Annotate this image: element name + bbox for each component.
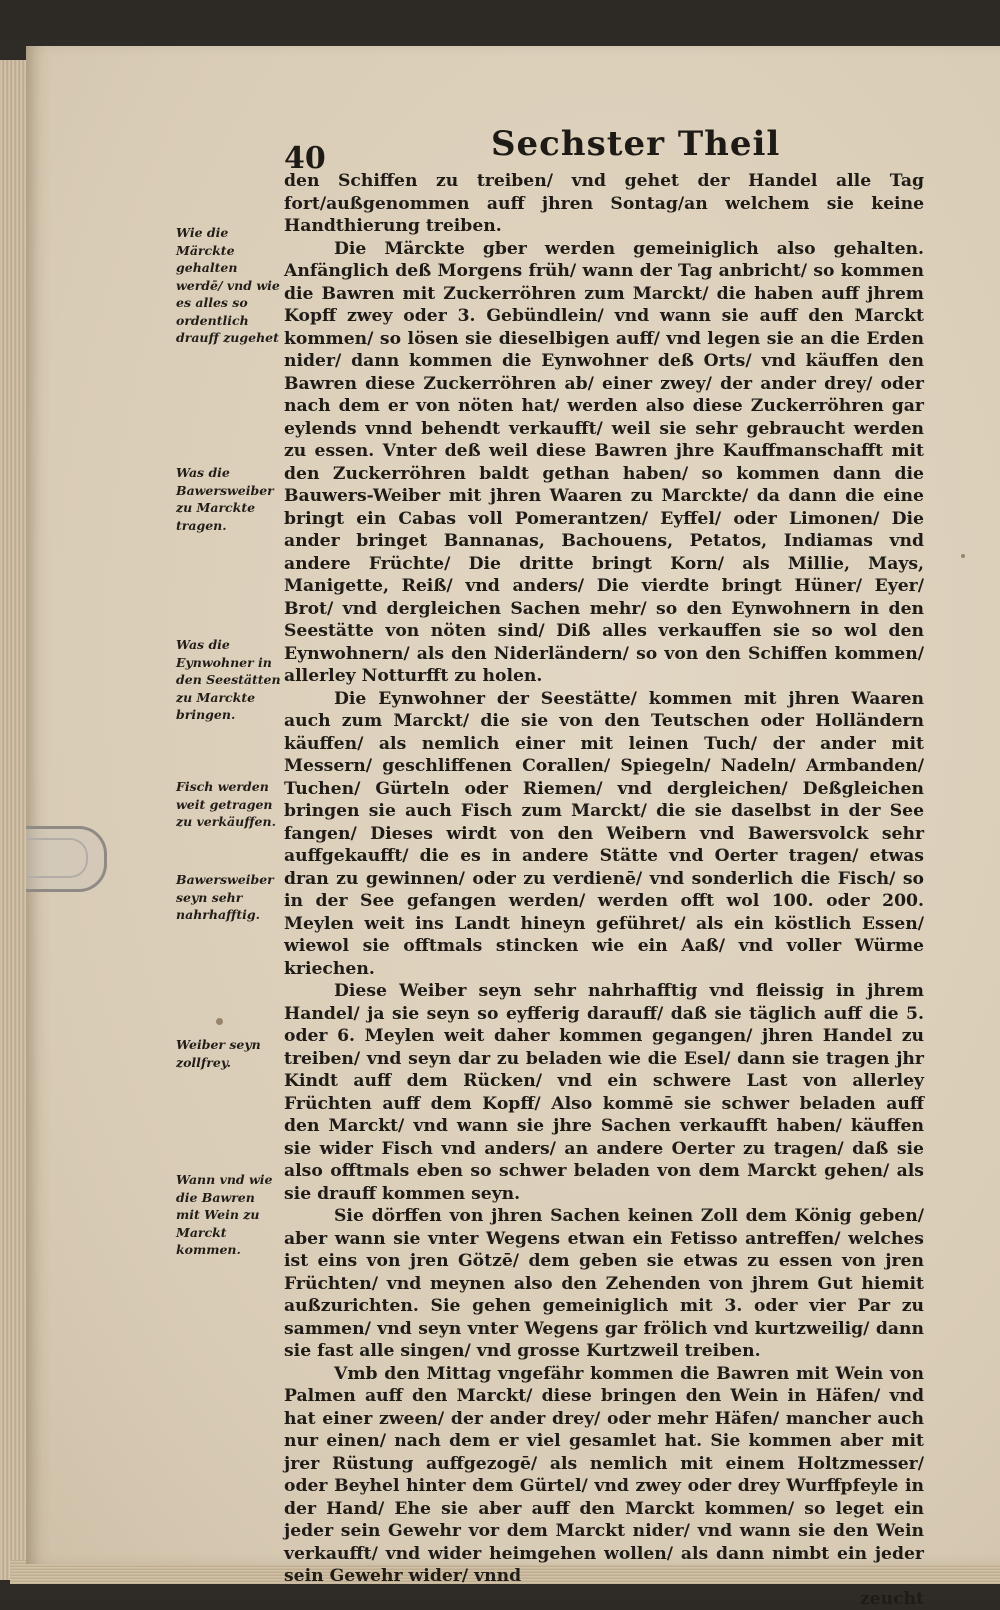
margin-note: Bawersweiber seyn sehr nahrhafftig. bbox=[176, 871, 282, 924]
margin-note: Was die Bawersweiber zu Marckte tragen. bbox=[176, 464, 282, 534]
paragraph: Sie dörffen von jhren Sachen keinen Zoll dem König geben/ aber wann sie vnter Wegens etwan ein Fetisso antreffen/ welches ist eins von jren Götzē/ dem geben sie etwas zu essen von jren Früchten/ vnd meynen also den Zehenden von jhrem Gut hiemit außzurichten. Sie gehen gemeiniglich mit 3. oder vier Par zu sammen/ vnd seyn vnter Wegens gar frölich vnd kurtzweilig/ dann sie fast alle singen/ vnd grosse Kurtzweil treiben. bbox=[284, 1205, 924, 1363]
paragraph: Diese Weiber seyn sehr nahrhafftig vnd fleissig in jhrem Handel/ ja sie seyn so eyfferig darauff/ daß sie täglich auff die 5. oder 6. Meylen weit daher kommen gegangen/ jhren Handel zu treiben/ vnd seyn dar zu beladen wie die Esel/ dann sie tragen jhr Kindt auff dem Rücken/ vnd ein schwere Last von allerley Früchten auff dem Kopff/ Also kommē sie schwer beladen auff den Marckt/ vnd wann sie jhre Sachen verkaufft haben/ käuffen sie wider Fisch vnd anders/ an andere Oerter zu tragen/ daß sie also offtmals eben so schwer beladen von dem Marckt gehen/ als sie drauff kommen seyn. bbox=[284, 980, 924, 1205]
margin-note: Weiber seyn zollfrey. bbox=[176, 1036, 282, 1071]
page-title: Sechster Theil bbox=[491, 124, 780, 164]
paragraph: Vmb den Mittag vngefähr kommen die Bawren mit Wein von Palmen auff den Marckt/ diese bringen den Wein in Häfen/ vnd hat einer zween/ der ander drey/ oder mehr Häfen/ mancher auch nur einen/ nach dem er viel gesamlet hat. Sie kommen aber mit jrer Rüstung auffgezogē/ als nemlich mit einem Holtzmesser/ oder Beyhel hinter dem Gürtel/ vnd zwey oder drey Wurffpfeyle in der Hand/ Ehe sie aber auff den Marckt kommen/ so leget ein jeder sein Gewehr vor dem Marckt nider/ vnd wann sie den Wein verkaufft/ vnd wider heimgehen wollen/ als dann nimbt ein jeder sein Gewehr wider/ vnnd bbox=[284, 1363, 924, 1588]
page-number: 40 bbox=[284, 141, 326, 176]
ink-spot bbox=[961, 554, 965, 558]
paper-clip bbox=[26, 826, 107, 892]
margin-note: Wann vnd wie die Bawren mit Wein zu Marckt kommen. bbox=[176, 1171, 282, 1259]
paragraph: den Schiffen zu treiben/ vnd gehet der Handel alle Tag fort/außgenommen auff jhren Sontag/an welchem sie keine Handthierung treiben. bbox=[284, 170, 924, 238]
book-page bbox=[26, 46, 1000, 1564]
paragraph: Die Märckte gber werden gemeiniglich also gehalten. Anfänglich deß Morgens früh/ wann der Tag anbricht/ so kommen die Bawren mit Zuckerröhren zum Marckt/ die haben auff jhrem Kopff zwey oder 3. Gebündlein/ vnd wann sie auff den Marckt kommen/ so lösen sie dieselbigen auff/ vnd legen sie an die Erden nider/ dann kommen die Eynwohner deß Orts/ vnd käuffen den Bawren diese Zuckerröhren ab/ einer zwey/ der ander drey/ oder nach dem er von nöten hat/ werden also diese Zuckerröhren gar eylends vnnd behendt verkaufft/ weil sie sehr gebraucht werden zu essen. Vnter deß weil diese Bawren jhre Kauffmanschafft mit den Zuckerröhren baldt gethan haben/ so kommen dann die Bauwers-Weiber mit jhren Waaren zu Marckte/ da dann die eine bringt ein Cabas voll Pomerantzen/ Eyffel/ oder Limonen/ Die ander bringet Bannanas, Bachouens, Petatos, Indiamas vnd andere Früchte/ Die dritte bringt Korn/ als Millie, Mays, Manigette, Reiß/ vnd anders/ Die vierdte bringt Hüner/ Eyer/ Brot/ vnd dergleichen Sachen mehr/ so den Eynwohnern in den Seestätte von nöten sind/ Diß alles verkauffen sie so wol den Eynwohnern/ als den Niderländern/ so von den Schiffen kommen/ allerley Notturfft zu holen. bbox=[284, 238, 924, 688]
margin-note: Was die Eynwohner in den Seestätten zu Marckte bringen. bbox=[176, 636, 282, 724]
margin-note: Wie die Märckte gehalten werdē/ vnd wie es alles so ordentlich drauff zugehet bbox=[176, 224, 282, 347]
catchword: zeucht bbox=[284, 1588, 924, 1610]
ink-spot bbox=[216, 1018, 223, 1025]
main-text bbox=[284, 170, 924, 1610]
page-edges bbox=[0, 60, 27, 1580]
margin-note: Fisch werden weit getragen zu verkäuffen. bbox=[176, 778, 282, 831]
paragraph: Die Eynwohner der Seestätte/ kommen mit jhren Waaren auch zum Marckt/ die sie von den Teutschen oder Holländern käuffen/ als nemlich einer mit leinen Tuch/ der ander mit Messern/ geschliffenen Corallen/ Spiegeln/ Nadeln/ Armbanden/ Tuchen/ Gürteln oder Riemen/ vnd dergleichen/ Deßgleichen bringen sie auch Fisch zum Marckt/ die sie daselbst in der See fangen/ Dieses wirdt von den Weibern vnd Bawersvolck sehr auffgekaufft/ die es in andere Stätte vnd Oerter tragen/ etwas dran zu gewinnen/ oder zu verdienē/ vnd sonderlich die Fisch/ so in der See gefangen werden/ werden offt wol 100. oder 200. Meylen weit ins Landt hineyn geführet/ als ein köstlich Essen/ wiewol sie offtmals stincken wie ein Aaß/ vnd voller Würme kriechen. bbox=[284, 688, 924, 981]
